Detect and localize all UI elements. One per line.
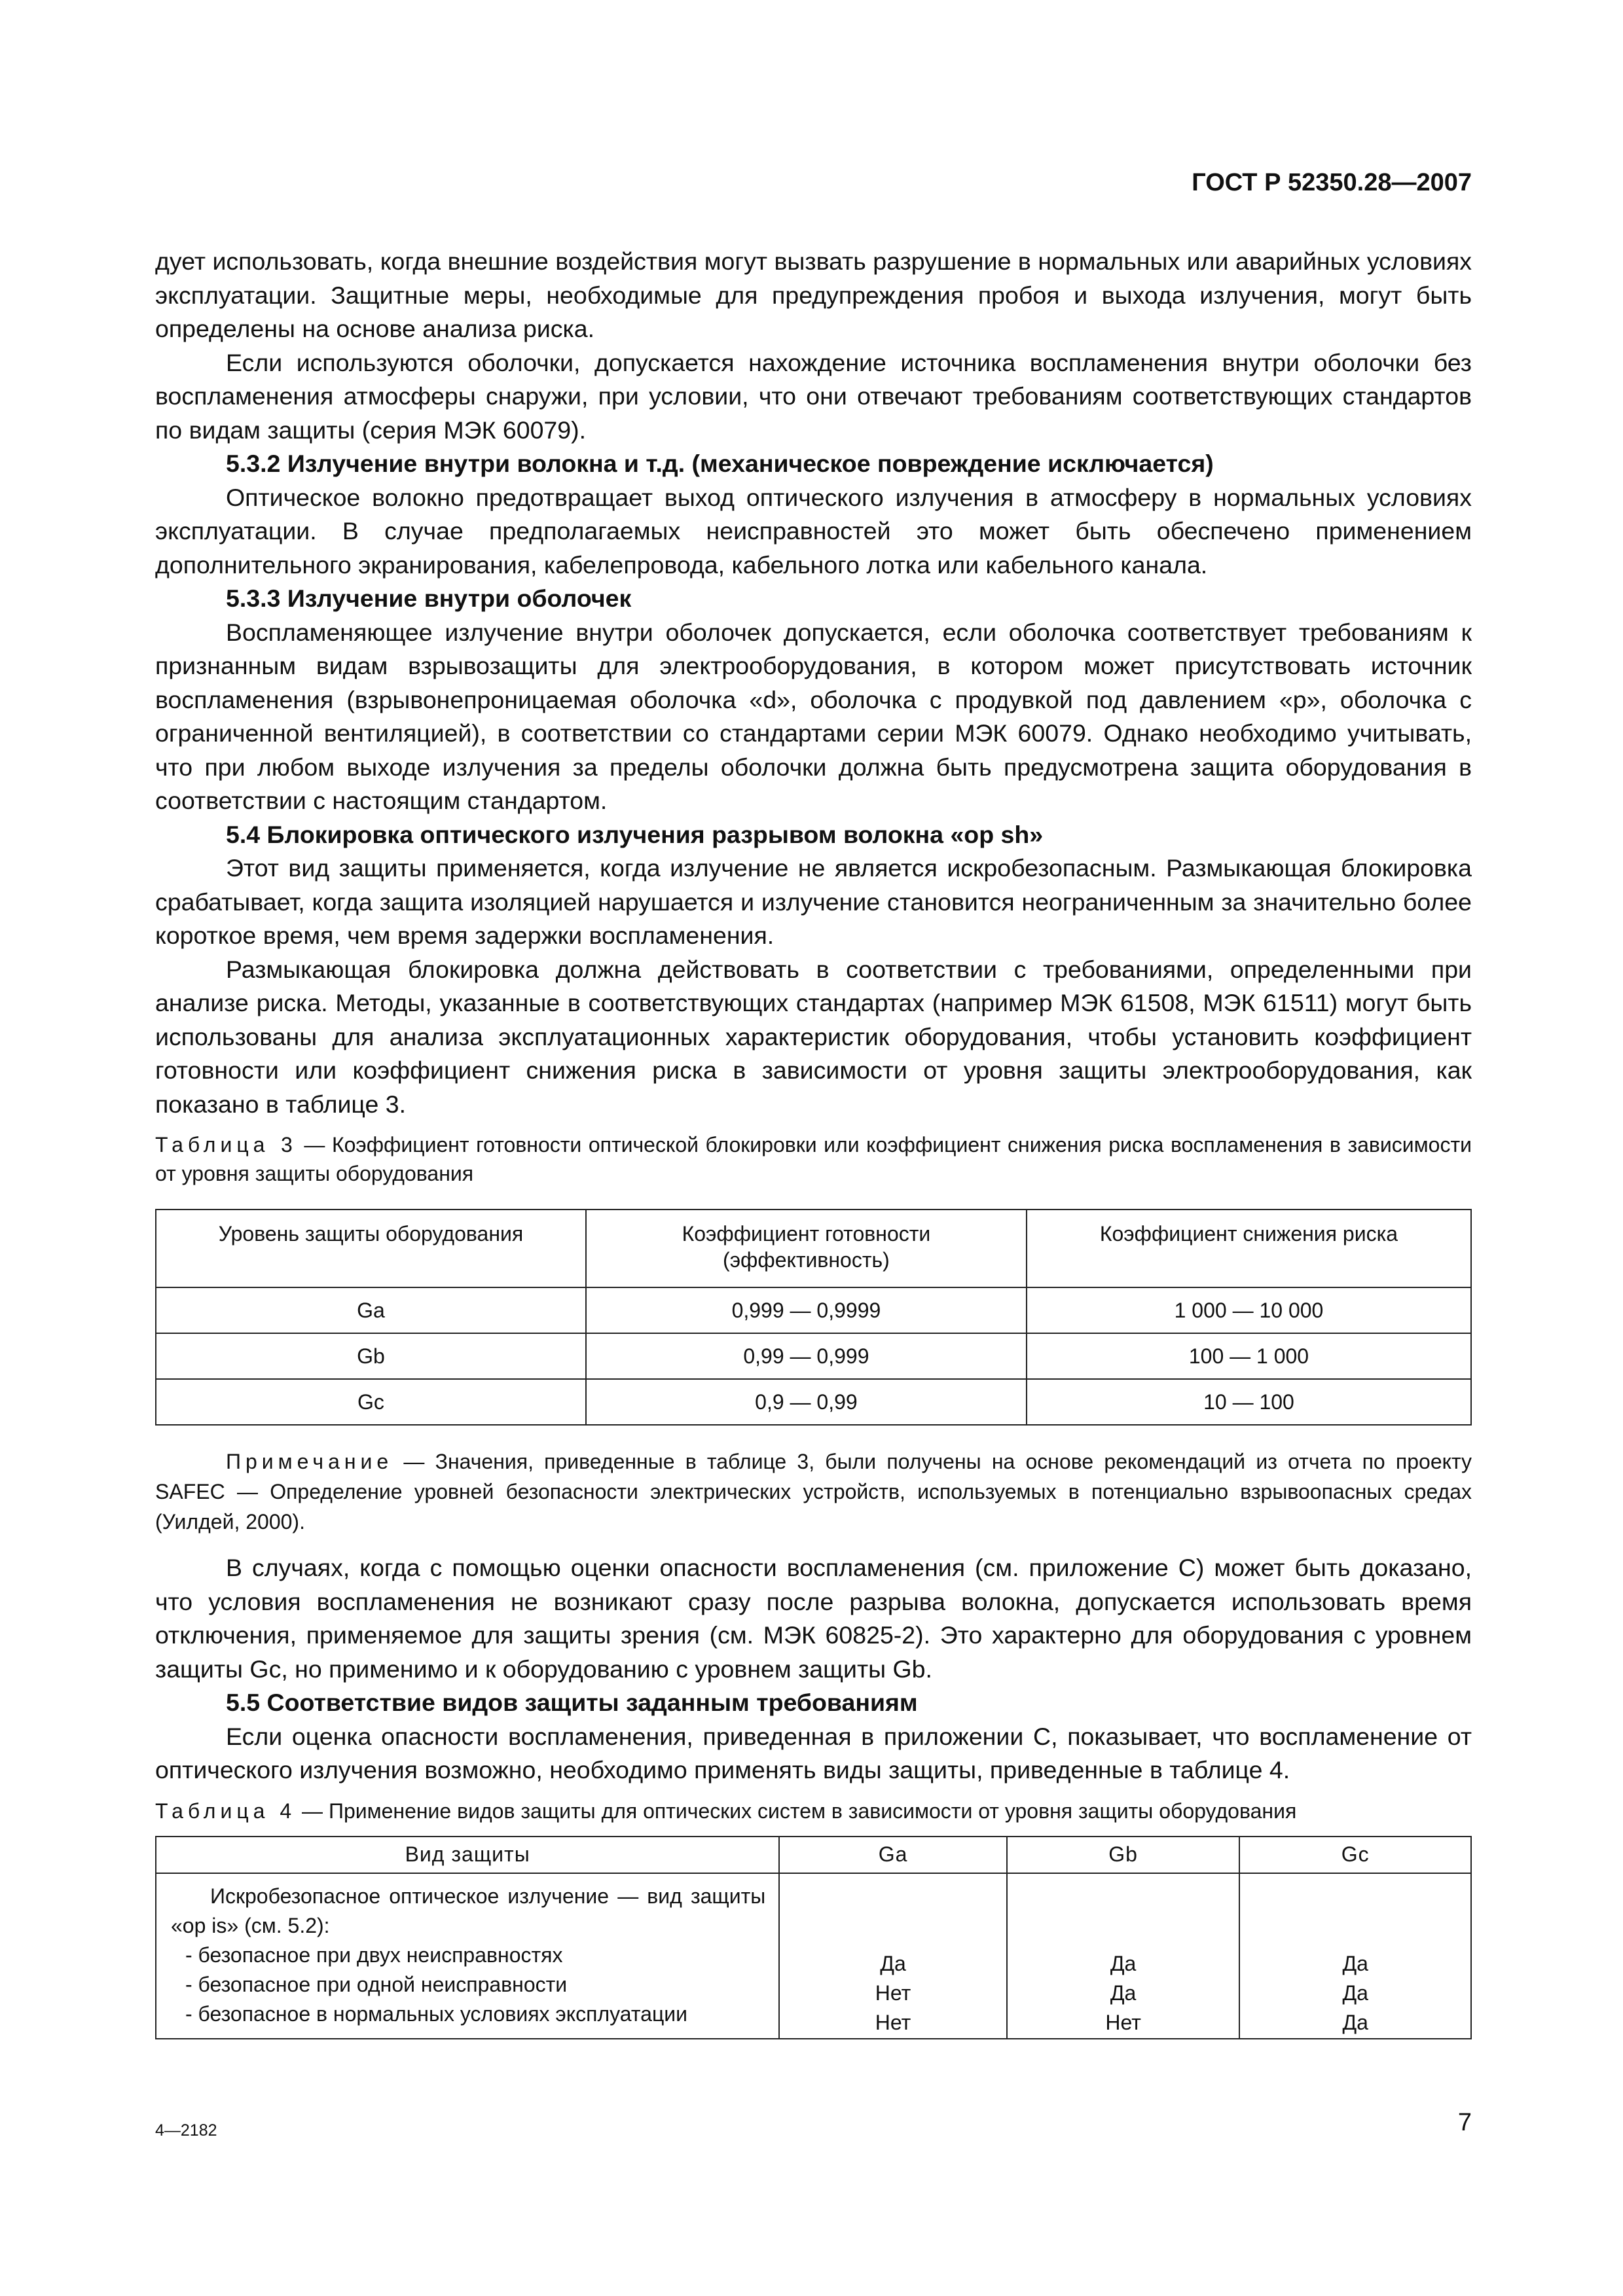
table-cell: 0,999 — 0,9999	[586, 1287, 1027, 1333]
table-value: Нет	[875, 2010, 911, 2034]
table-4-caption-text: — Применение видов защиты для оптических систем в зависимости от уровня защиты оборудования	[296, 1799, 1297, 1823]
table-cell: 0,99 — 0,999	[586, 1333, 1027, 1379]
gc-cell	[1239, 1873, 1471, 2039]
table-value: Нет	[875, 1981, 911, 2005]
document-id: ГОСТ Р 52350.28—2007	[1192, 169, 1472, 196]
gb-cell	[1007, 1873, 1240, 2039]
page-number: 7	[1457, 2109, 1472, 2136]
table-row	[156, 1379, 1471, 1425]
table-4-label: Таблица 4	[155, 1799, 297, 1823]
table-value: Нет	[1105, 2010, 1141, 2034]
table-row	[156, 1873, 1471, 2039]
table-header-cell: Ga	[779, 1837, 1007, 1873]
intro-paragraph: дует использовать, когда внешние воздействия могут вызвать разрушение в нормальных или аварийных условиях эксплуатации. Защитные меры, необходимые для предупреждения пробоя и выхода излучения, могут быть определены на основе анализа риска.	[155, 247, 1472, 342]
protection-type-cell	[156, 1873, 779, 2039]
table-cell: 0,9 — 0,99	[586, 1379, 1027, 1425]
table-value: Да	[1342, 1951, 1368, 1975]
table-header-row	[156, 1837, 1471, 1873]
table-cell: 10 — 100	[1027, 1379, 1471, 1425]
table-3	[155, 1209, 1472, 1426]
section-paragraph: Размыкающая блокировка должна действовать в соответствии с требованиями, определенными при анализе риска. Методы, указанные в соответствующих стандартах (например МЭК 61508, МЭК 61511) могут быть использованы для анализа эксплуатационных характеристик оборудования, чтобы установить коэффициент готовности или коэффициент снижения риска в зависимости от уровня защиты электрооборудования, как показано в таблице 3.	[155, 955, 1472, 1118]
note-text: — Значения, приведенные в таблице 3, были получены на основе рекомендаций из отчета по проекту SAFEC — Определение уровней безопасности электрических устройств, используемых в потенциально взрывоопасных средах (Уилдей, 2000).	[155, 1450, 1472, 1534]
table-3-note	[155, 1446, 1472, 1537]
table-cell: 100 — 1 000	[1027, 1333, 1471, 1379]
table-cell: Gc	[156, 1379, 586, 1425]
table-header-cell: Коэффициент готовности (эффективность)	[586, 1210, 1027, 1287]
intro-paragraph: Если используются оболочки, допускается нахождение источника воспламенения внутри оболочки без воспламенения атмосферы снаружи, при условии, что они отвечают требованиям соответствующих стандартов по видам защиты (серия МЭК 60079).	[155, 348, 1472, 444]
table-header-cell: Уровень защиты оборудования	[156, 1210, 586, 1287]
table-header-cell: Коэффициент снижения риска	[1027, 1210, 1471, 1287]
table-3-caption-text: — Коэффициент готовности оптической блокировки или коэффициент снижения риска воспламенения в зависимости от уровня защиты оборудования	[155, 1133, 1472, 1185]
table-header-cell: Вид защиты	[156, 1837, 779, 1873]
section-paragraph: В случаях, когда с помощью оценки опасности воспламенения (см. приложение С) может быть доказано, что условия воспламенения не возникают сразу после разрыва волокна, допускается использовать время отключения, применяемое для защиты зрения (см. МЭК 60825-2). Это характерно для оборудования с уровнем защиты Gc, но применимо и к оборудованию с уровнем защиты Gb.	[155, 1554, 1472, 1683]
table-header-cell: Gb	[1007, 1837, 1240, 1873]
section-heading-5-3-2: 5.3.2 Излучение внутри волокна и т.д. (механическое повреждение исключается)	[226, 450, 1214, 477]
table-4-caption	[155, 1797, 1472, 1825]
section-heading-5-4: 5.4 Блокировка оптического излучения разрывом волокна «op sh»	[226, 820, 1044, 848]
document-body	[155, 245, 1472, 2039]
table-row	[156, 1287, 1471, 1333]
section-paragraph: Оптическое волокно предотвращает выход оптического излучения в атмосферу в нормальных условиях эксплуатации. В случае предполагаемых неисправностей это может быть обеспечено применением дополнительного экранирования, кабелепровода, кабельного лотка или кабельного канала.	[155, 483, 1472, 579]
table-cell: 1 000 — 10 000	[1027, 1287, 1471, 1333]
list-item: - безопасное при двух неисправностях	[185, 1943, 563, 1967]
table-value: Да	[1342, 2010, 1368, 2034]
note-label: Примечание	[226, 1450, 393, 1473]
section-paragraph: Этот вид защиты применяется, когда излучение не является искробезопасным. Размыкающая блокировка срабатывает, когда защита изоляцией нарушается и излучение становится неограниченным за значительно более короткое время, чем время задержки воспламенения.	[155, 854, 1472, 949]
table-3-label: Таблица 3	[155, 1133, 297, 1157]
table-header-row	[156, 1210, 1471, 1287]
table-cell: Gb	[156, 1333, 586, 1379]
section-paragraph: Воспламеняющее излучение внутри оболочек допускается, если оболочка соответствует требованиям к признанным видам взрывозащиты для электрооборудования, в котором может присутствовать источник воспламенения (взрывонепроницаемая оболочка «d», оболочка с продувкой под давлением «p», оболочка с ограниченной вентиляцией), в соответствии со стандартами серии МЭК 60079. Однако необходимо учитывать, что при любом выходе излучения за пределы оболочки должна быть предусмотрена защита оборудования в соответствии с настоящим стандартом.	[155, 618, 1472, 814]
list-item: - безопасное при одной неисправности	[185, 1972, 568, 1996]
table-value: Да	[880, 1951, 906, 1975]
section-heading-5-5: 5.5 Соответствие видов защиты заданным требованиям	[226, 1689, 918, 1716]
ga-cell	[779, 1873, 1007, 2039]
section-heading-5-3-3: 5.3.3 Излучение внутри оболочек	[226, 584, 632, 612]
table-value: Да	[1110, 1981, 1137, 2005]
list-item: - безопасное в нормальных условиях эксплуатации	[185, 2001, 688, 2026]
footer-code: 4—2182	[155, 2121, 217, 2140]
protection-type-title: Искробезопасное оптическое излучение — вид защиты «op is» (см. 5.2):	[171, 1884, 766, 1937]
table-3-caption	[155, 1130, 1472, 1188]
section-paragraph: Если оценка опасности воспламенения, приведенная в приложении С, показывает, что воспламенение от оптического излучения возможно, необходимо применять виды защиты, приведенные в таблице 4.	[155, 1722, 1472, 1784]
table-value: Да	[1110, 1951, 1137, 1975]
table-value: Да	[1342, 1981, 1368, 2005]
table-4	[155, 1836, 1472, 2039]
table-header-cell: Gc	[1239, 1837, 1471, 1873]
table-row	[156, 1333, 1471, 1379]
table-cell: Ga	[156, 1287, 586, 1333]
